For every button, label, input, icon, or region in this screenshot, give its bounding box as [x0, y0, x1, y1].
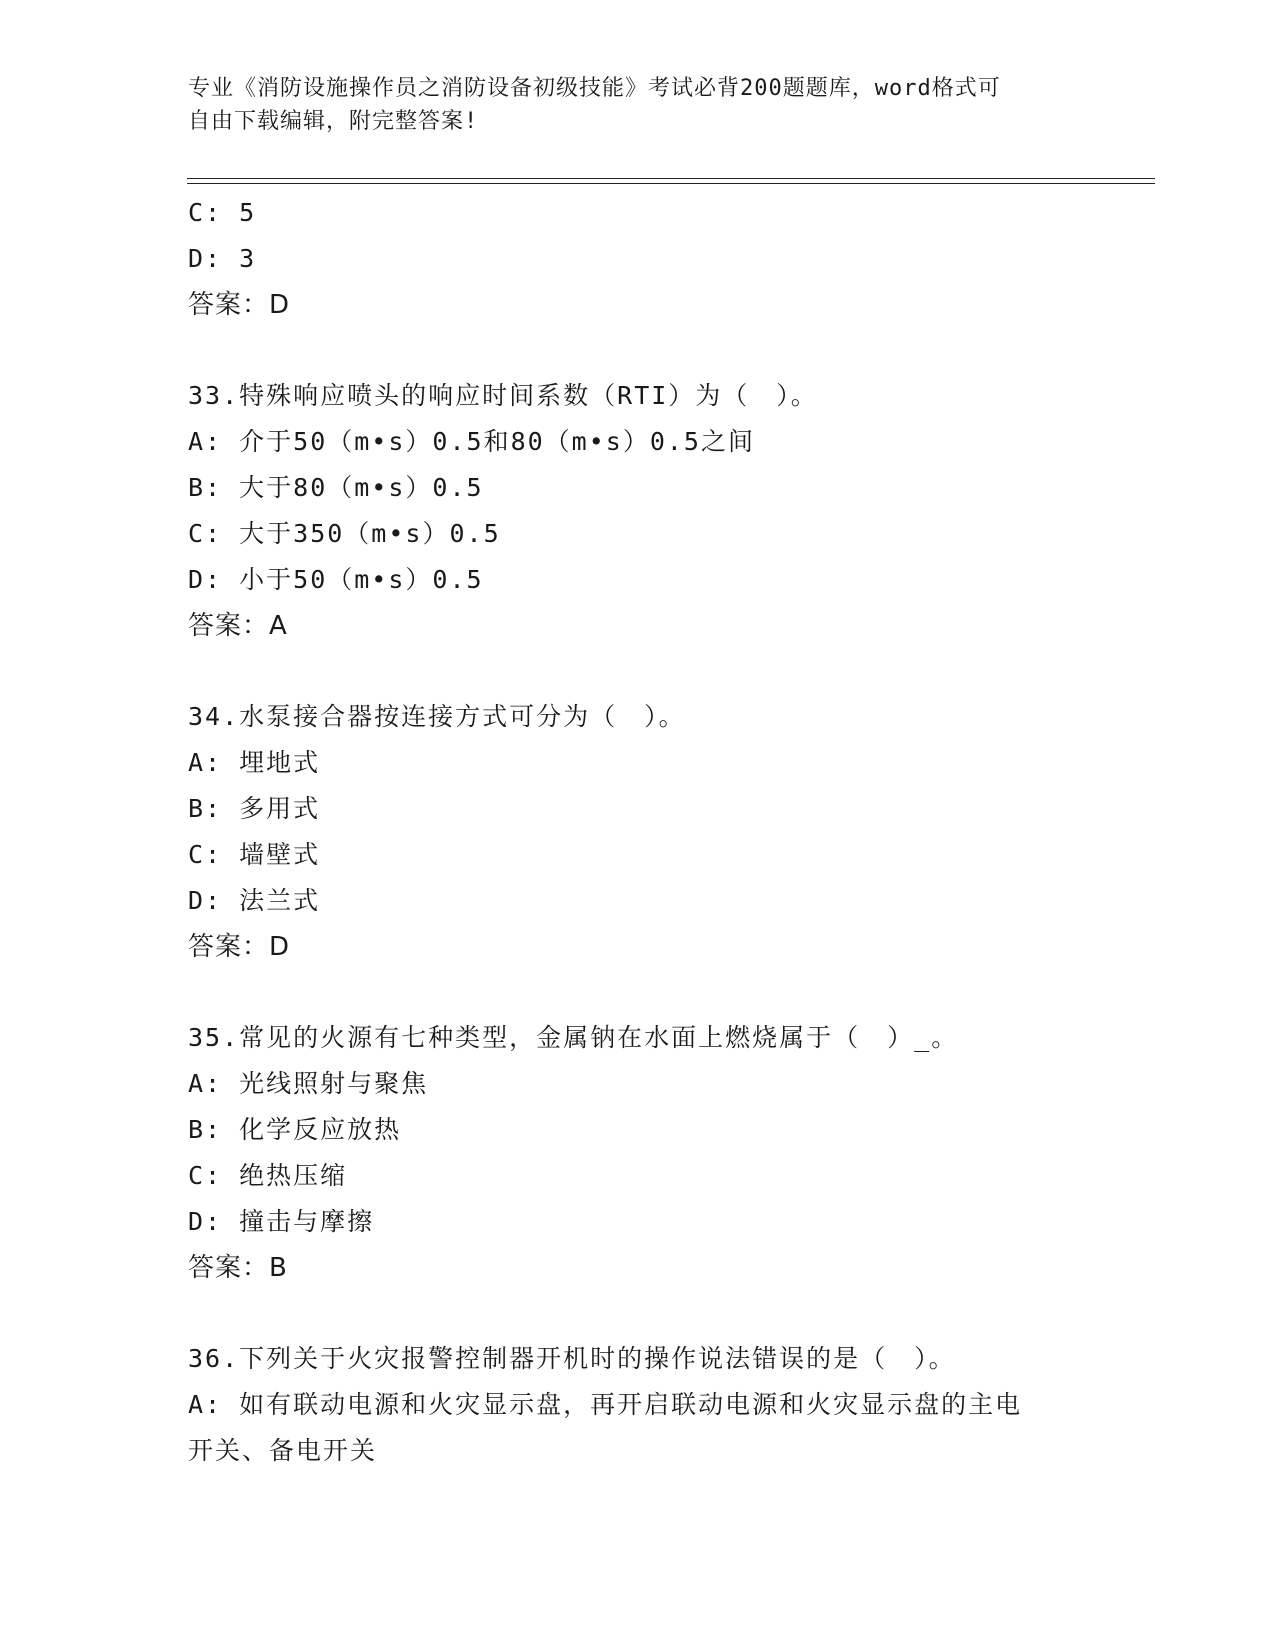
question-list: [188, 190, 1088, 1474]
answer-line: 答案：D: [188, 932, 291, 962]
option-d: D: 撞击与摩擦: [188, 1207, 375, 1236]
option-c: C: 大于350（m•s）0.5: [188, 519, 501, 548]
option-a-line-1: A: 如有联动电源和火灾显示盘，再开启联动电源和火灾显示盘的主电: [188, 1390, 1023, 1419]
option-b: B: 多用式: [188, 794, 321, 823]
question-text: 34.水泵接合器按连接方式可分为（ ）。: [188, 702, 686, 731]
question-text: 35.常见的火源有七种类型，金属钠在水面上燃烧属于（ ）_。: [188, 1023, 959, 1052]
option-c: C: 墙壁式: [188, 840, 321, 869]
answer-line: 答案：A: [188, 611, 288, 641]
spacer: [188, 649, 1088, 694]
question-block-35: [188, 1015, 1088, 1291]
option-d: D: 小于50（m•s）0.5: [188, 565, 484, 594]
option-c: C: 5: [188, 198, 257, 227]
option-a: A: 埋地式: [188, 748, 321, 777]
option-c: C: 绝热压缩: [188, 1161, 348, 1190]
question-block-33: [188, 373, 1088, 649]
option-b: B: 化学反应放热: [188, 1115, 402, 1144]
spacer: [188, 328, 1088, 373]
header-line-2: 自由下载编辑，附完整答案!: [188, 109, 479, 134]
header-divider-top: [187, 178, 1155, 179]
header-divider-bottom: [187, 183, 1155, 184]
spacer: [188, 970, 1088, 1015]
question-block-36: [188, 1336, 1088, 1474]
question-text: 33.特殊响应喷头的响应时间系数（RTI）为（ ）。: [188, 381, 818, 410]
document-header: [188, 72, 1068, 138]
answer-line: 答案：B: [188, 1253, 288, 1283]
answer-line: 答案：D: [188, 290, 291, 320]
option-b: B: 大于80（m•s）0.5: [188, 473, 484, 502]
question-block-32-tail: [188, 190, 1088, 328]
question-text: 36.下列关于火灾报警控制器开机时的操作说法错误的是（ ）。: [188, 1344, 956, 1373]
option-a-line-2: 开关、备电开关: [188, 1436, 378, 1465]
option-a: A: 光线照射与聚焦: [188, 1069, 429, 1098]
header-line-1: 专业《消防设施操作员之消防设备初级技能》考试必背200题题库，word格式可: [188, 76, 1001, 101]
spacer: [188, 1291, 1088, 1336]
question-block-34: [188, 694, 1088, 970]
option-d: D: 3: [188, 244, 257, 273]
option-d: D: 法兰式: [188, 886, 321, 915]
option-a: A: 介于50（m•s）0.5和80（m•s）0.5之间: [188, 427, 755, 456]
